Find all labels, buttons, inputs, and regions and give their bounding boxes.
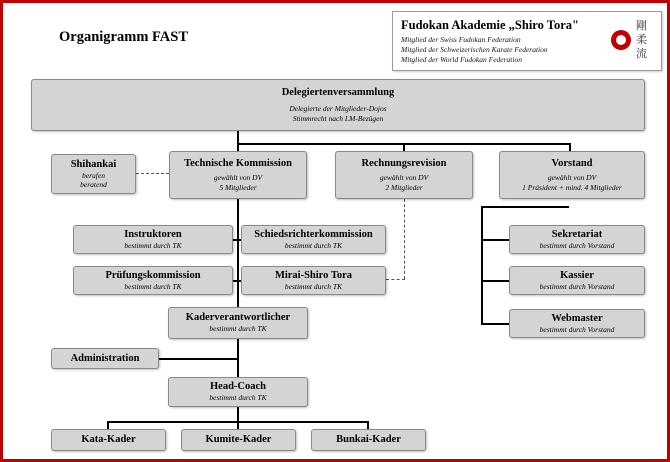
- node-instruktoren[interactable]: [73, 225, 233, 254]
- kanji-1: 剛: [636, 19, 647, 32]
- node-sub-2: 5 Mitglieder: [219, 182, 257, 192]
- node-kaderverantwortlicher[interactable]: [168, 307, 308, 339]
- connector-shihankai-tk-dashed: [136, 173, 169, 174]
- node-delegiertenversammlung[interactable]: [31, 79, 645, 131]
- node-title: Kaderverantwortlicher: [185, 312, 291, 324]
- connector-vorstand-sekretariat: [481, 239, 509, 241]
- node-sub-1: bestimmt durch Vorstand: [539, 240, 615, 250]
- node-sub-1: bestimmt durch TK: [284, 281, 343, 291]
- node-sub-1: Delegierte der Mitglieder-Dojos: [289, 104, 387, 113]
- node-sub-1: bestimmt durch TK: [209, 393, 267, 403]
- node-sub-2: beratend: [80, 180, 107, 189]
- node-sub-1: gewählt von DV: [547, 173, 597, 182]
- node-sub-2: 2 Mitglieder: [385, 182, 423, 192]
- node-title: Vorstand: [551, 158, 593, 169]
- node-sub-1: gewählt von DV: [213, 173, 263, 182]
- node-vorstand[interactable]: [499, 151, 645, 199]
- node-title: Head-Coach: [210, 381, 266, 393]
- node-administration[interactable]: [51, 348, 159, 369]
- node-kumite-kader[interactable]: [181, 429, 296, 451]
- membership-line-3: Mitglied der World Fudokan Federation: [401, 55, 522, 64]
- kanji-2: 柔: [636, 33, 647, 46]
- red-circle-icon: [611, 30, 631, 50]
- membership-line-2: Mitglied der Schweizerischen Karate Federation: [401, 45, 548, 54]
- page-title: Organigramm FAST: [59, 29, 189, 45]
- node-technische-kommission[interactable]: [169, 151, 307, 199]
- connector-vorstand-spine: [481, 207, 483, 325]
- node-title: Shihankai: [70, 158, 117, 170]
- connector-rr-dashed-down: [404, 199, 405, 279]
- node-sub-1: bestimmt durch TK: [209, 324, 267, 334]
- connector-vorstand-webmaster: [481, 323, 509, 325]
- node-head-coach[interactable]: [168, 377, 308, 407]
- node-title: Delegiertenversammlung: [281, 87, 395, 98]
- logo-panel: [392, 11, 662, 71]
- node-title: Administration: [70, 352, 140, 364]
- node-sub-2: 1 Präsident + mind. 4 Mitglieder: [522, 182, 622, 192]
- node-mirai-shiro-tora[interactable]: [241, 266, 386, 295]
- node-sub-1: gewählt von DV: [379, 173, 429, 182]
- node-sub-1: bestimmt durch TK: [284, 240, 343, 250]
- node-sub-1: bestimmt durch Vorstand: [539, 324, 615, 334]
- node-title: Kata-Kader: [81, 434, 136, 445]
- node-title: Kumite-Kader: [205, 434, 272, 445]
- node-sub-1: bestimmt durch Vorstand: [539, 281, 615, 291]
- node-title: Rechnungsrevision: [361, 158, 447, 169]
- node-title: Sekretariat: [551, 228, 603, 240]
- node-title: Bunkai-Kader: [336, 434, 401, 445]
- connector-vorstand-top: [481, 206, 569, 208]
- connector-rr-dashed-left: [386, 279, 405, 280]
- node-title: Kassier: [560, 269, 594, 281]
- node-bunkai-kader[interactable]: [311, 429, 426, 451]
- academy-name: Fudokan Akademie „Shiro Tora": [401, 18, 579, 32]
- connector-administration: [159, 358, 239, 360]
- node-webmaster[interactable]: [509, 309, 645, 338]
- node-title: Technische Kommission: [184, 158, 292, 169]
- node-title: Instruktoren: [124, 228, 182, 240]
- node-sub-1: bestimmt durch TK: [124, 240, 182, 250]
- node-sub-1: bestimmt durch TK: [124, 281, 182, 291]
- node-sub-1: berufen: [82, 170, 105, 180]
- node-sekretariat[interactable]: [509, 225, 645, 254]
- node-title: Webmaster: [551, 312, 603, 324]
- node-kata-kader[interactable]: [51, 429, 166, 451]
- node-schiedsrichterkommission[interactable]: [241, 225, 386, 254]
- node-kassier[interactable]: [509, 266, 645, 295]
- kanji-3: 流: [636, 47, 647, 60]
- node-shihankai[interactable]: [51, 154, 136, 194]
- node-title: Schiedsrichterkommission: [254, 228, 373, 240]
- membership-line-1: Mitglied der Swiss Fudokan Federation: [401, 35, 521, 44]
- node-title: Mirai-Shiro Tora: [274, 269, 353, 281]
- connector-vorstand-kassier: [481, 280, 509, 282]
- shiro-tora-logo-icon: [611, 18, 655, 66]
- connector-tk-spine: [237, 199, 239, 315]
- node-rechnungsrevision[interactable]: [335, 151, 473, 199]
- node-pruefungskommission[interactable]: [73, 266, 233, 295]
- node-title: Prüfungskommission: [105, 269, 201, 281]
- node-sub-2: Stimmrecht nach LM-Bezügen: [292, 113, 384, 123]
